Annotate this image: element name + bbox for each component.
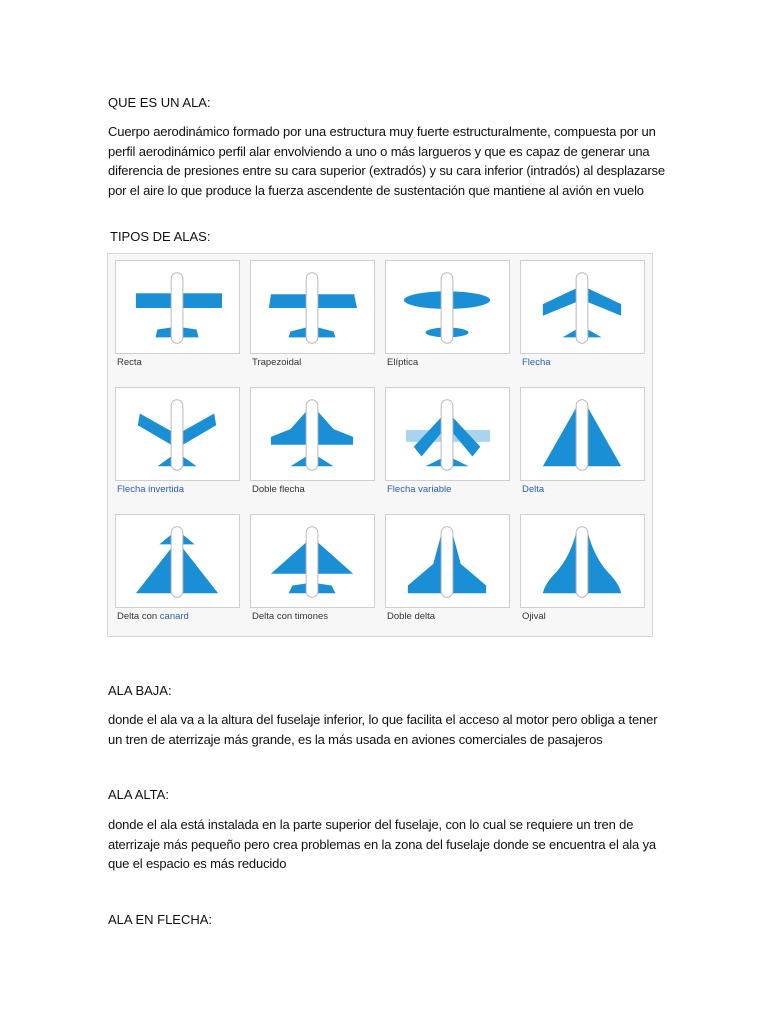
caption-flecha[interactable]: Flecha (522, 357, 551, 368)
caption-flecha-variable[interactable]: Flecha variable (387, 484, 452, 495)
ojival-diagram[interactable] (520, 514, 645, 608)
types-heading: TIPOS DE ALAS: (110, 229, 211, 244)
wing-cell-recta (108, 254, 244, 380)
caption-delta[interactable]: Delta (522, 484, 545, 495)
wing-cell-flecha (513, 254, 649, 380)
canard-link[interactable]: canard (159, 611, 189, 622)
wing-cell-flecha-invertida (108, 381, 244, 507)
flecha-diagram[interactable] (520, 260, 645, 354)
caption-delta-canard-prefix: Delta con (117, 611, 160, 622)
caption-recta: Recta (117, 357, 142, 368)
ala-flecha-heading: ALA EN FLECHA: (108, 912, 213, 927)
caption-delta-canard (117, 611, 189, 622)
ala-alta-heading: ALA ALTA: (108, 787, 169, 802)
wing-cell-flecha-variable (378, 381, 514, 507)
flecha-invertida-diagram[interactable] (115, 387, 240, 481)
wing-cell-doble-flecha (243, 381, 379, 507)
caption-doble-delta: Doble delta (387, 611, 436, 622)
delta-timones-diagram[interactable] (250, 514, 375, 608)
wing-cell-doble-delta (378, 508, 514, 634)
wing-types-gallery (107, 253, 653, 637)
ala-alta-paragraph: donde el ala está instalada en la parte superior del fuselaje, con lo cual se requiere un tren de aterrizaje más pequeño pero crea problemas en la zona del fuselaje donde se encuentra el ala ya que el espacio es más reducido (108, 817, 657, 871)
wing-cell-eliptica (378, 254, 514, 380)
wing-cell-delta (513, 381, 649, 507)
doble-delta-diagram[interactable] (385, 514, 510, 608)
ala-baja-heading: ALA BAJA: (108, 683, 172, 698)
delta-canard-diagram[interactable] (115, 514, 240, 608)
flecha-variable-diagram[interactable] (385, 387, 510, 481)
wing-cell-ojival (513, 508, 649, 634)
caption-eliptica: Elíptica (387, 357, 419, 368)
ala-baja-paragraph: donde el ala va a la altura del fuselaje inferior, lo que facilita el acceso al motor pero obliga a tener un tren de aterrizaje más grande, es la más usada en aviones comerciales de pasajeros (108, 712, 658, 747)
caption-delta-timones: Delta con timones (252, 611, 329, 622)
delta-diagram[interactable] (520, 387, 645, 481)
caption-trapezoidal: Trapezoidal (252, 357, 302, 368)
wing-cell-delta-timones (243, 508, 379, 634)
eliptica-diagram[interactable] (385, 260, 510, 354)
intro-paragraph: Cuerpo aerodinámico formado por una estructura muy fuerte estructuralmente, compuesta por un perfil aerodinámico perfil alar envolviendo a uno o más largueros y que es capaz de generar una diferencia de presiones entre su cara superior (extradós) y su cara inferior (intradós) al desplazarse por el aire lo que produce la fuerza ascendente de sustentación que mantiene al avión en vuelo (108, 124, 665, 198)
wing-cell-trapezoidal (243, 254, 379, 380)
caption-ojival: Ojival (522, 611, 546, 622)
caption-flecha-invertida[interactable]: Flecha invertida (117, 484, 185, 495)
recta-diagram[interactable] (115, 260, 240, 354)
doble-flecha-diagram[interactable] (250, 387, 375, 481)
wing-cell-delta-canard (108, 508, 244, 634)
trapezoidal-diagram[interactable] (250, 260, 375, 354)
caption-doble-flecha: Doble flecha (252, 484, 305, 495)
intro-heading: QUE ES UN ALA: (108, 95, 211, 110)
